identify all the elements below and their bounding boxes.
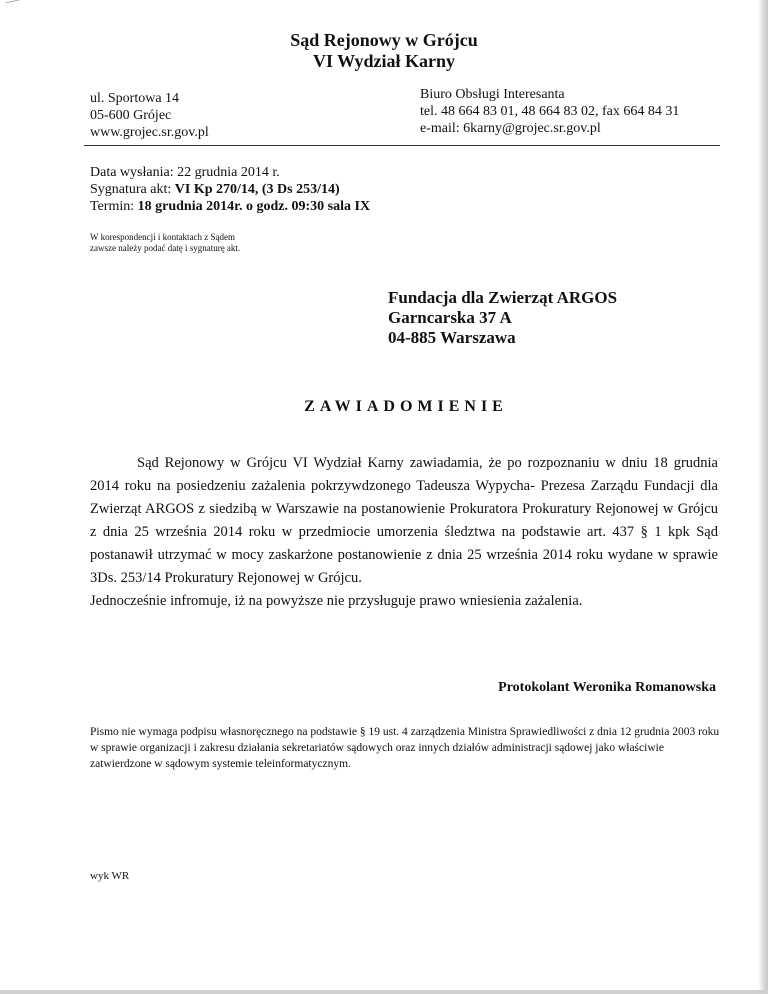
hearing-term-value: 18 grudnia 2014r. o godz. 09:30 sala IX: [137, 199, 371, 214]
sent-date-label: Data wysłania:: [90, 165, 174, 180]
hearing-term-line: [90, 198, 370, 215]
court-postal-city: 05-600 Grójec: [90, 108, 172, 123]
court-address: [90, 90, 209, 141]
case-number-label: Sygnatura akt:: [90, 182, 172, 197]
signature-line: Protokolant Weronika Romanowska: [498, 680, 716, 695]
correspondence-note-line2: zawsze należy podać datę i sygnaturę akt.: [90, 243, 241, 253]
sent-date-value: 22 grudnia 2014 r.: [177, 165, 280, 180]
scan-corner-mark: [5, 0, 28, 11]
signature-exemption-note: Pismo nie wymaga podpisu własnoręcznego na podstawie § 19 ust. 4 zarządzenia Ministra Sprawiedliwości z dnia 12 grudnia 2003 roku w sprawie organizacji i zakresu działania sekretariatów sądowych oraz innych działów administracji sądowej jako właściwie zatwierdzone w sądowym systemie teleinformatycznym.: [90, 726, 720, 770]
office-name: Biuro Obsługi Interesanta: [420, 87, 565, 102]
office-phones: tel. 48 664 83 01, 48 664 83 02, fax 664 84 31: [420, 104, 680, 119]
court-division: VI Wydział Karny: [312, 51, 455, 71]
body-paragraph-1: Sąd Rejonowy w Grójcu VI Wydział Karny zawiadamia, że po rozpoznaniu w dniu 18 grudnia 2014 roku na posiedzeniu zażalenia pokrzywdzonego Tadeusza Wypycha- Prezesa Zarządu Fundacji dla Zwierząt ARGOS z siedzibą w Warszawie na postanowienie Prokuratora Prokuratury Rejonowej w Grójcu z dnia 25 września 2014 roku w przedmiocie umorzenia śledztwa na podstawie art. 437 § 1 kpk Sąd postanawił utrzymać w mocy zaskarżone postanowienie z dnia 25 września 2014 roku wydane w sprawie 3Ds. 253/14 Prokuratury Rejonowej w Grójcu.: [90, 455, 718, 586]
sent-date-line: [90, 164, 370, 181]
notice-title: ZAWIADOMIENIE: [304, 398, 508, 415]
recipient-name: Fundacja dla Zwierząt ARGOS: [388, 288, 618, 307]
notice-body: [90, 452, 718, 613]
scan-bottom-edge: [0, 990, 768, 994]
hearing-term-label: Termin:: [90, 199, 135, 214]
office-contact: [420, 86, 679, 137]
correspondence-note: [90, 232, 240, 254]
case-number-line: [90, 181, 370, 198]
case-number-value: VI Kp 270/14, (3 Ds 253/14): [174, 182, 340, 197]
court-header: [0, 30, 768, 72]
recipient-address: [388, 288, 617, 348]
typist-initials: wyk WR: [90, 870, 130, 882]
office-email: e-mail: 6karny@grojec.sr.gov.pl: [420, 121, 601, 136]
court-street: ul. Sportowa 14: [90, 91, 180, 106]
court-website: www.grojec.sr.gov.pl: [90, 125, 209, 140]
recipient-street: Garncarska 37 A: [388, 308, 512, 327]
header-divider: [84, 145, 720, 146]
body-paragraph-2: Jednocześnie infromuje, iż na powyższe nie przysługuje prawo wniesienia zażalenia.: [90, 593, 583, 609]
correspondence-note-line1: W korespondencji i kontaktach z Sądem: [90, 232, 236, 242]
scan-edge-shadow: [758, 0, 768, 994]
court-name: Sąd Rejonowy w Grójcu: [290, 30, 478, 50]
recipient-postal-city: 04-885 Warszawa: [388, 328, 516, 347]
case-metadata: [90, 164, 370, 215]
